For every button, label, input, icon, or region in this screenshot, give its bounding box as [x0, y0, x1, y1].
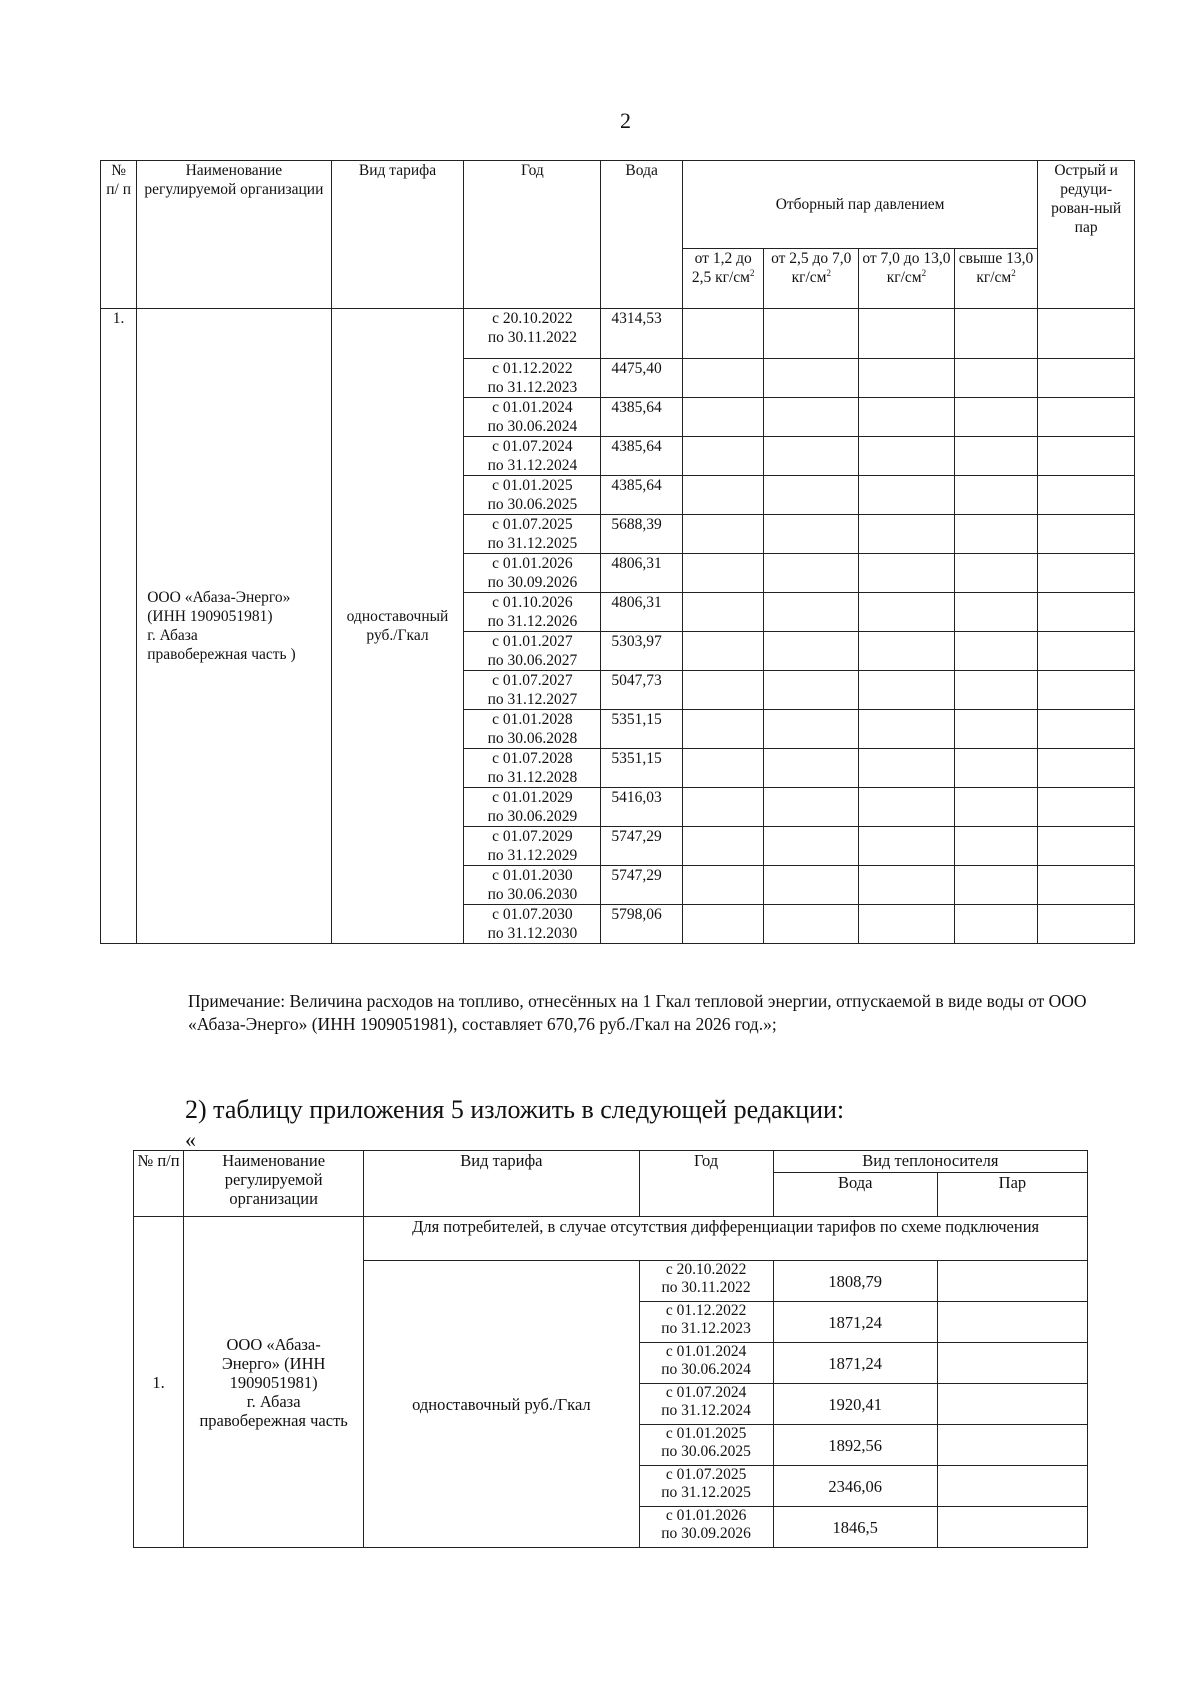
water-value: 5351,15 — [601, 710, 683, 749]
period-to: по 31.12.2026 — [487, 613, 578, 630]
header-pressure-3: от 7,0 до 13,0 $кг/см^2$ — [859, 249, 955, 309]
empty-cell — [859, 554, 955, 593]
empty-cell — [1038, 827, 1135, 866]
header-org: Наименование регулируемой организации — [184, 1151, 364, 1217]
empty-cell — [954, 905, 1038, 944]
period-to: по 30.06.2027 — [487, 652, 578, 669]
empty-cell — [764, 710, 859, 749]
empty-cell — [954, 593, 1038, 632]
empty-cell — [954, 749, 1038, 788]
steam-value — [937, 1384, 1087, 1425]
period-to: по 30.09.2026 — [487, 574, 578, 591]
group-row — [134, 1217, 1088, 1261]
period-from: с 01.07.2028 — [492, 750, 573, 767]
text-line: правобережная часть — [199, 1410, 348, 1430]
empty-cell — [859, 827, 955, 866]
empty-cell — [859, 476, 955, 515]
period-to: по 30.11.2022 — [487, 329, 577, 346]
empty-cell — [682, 710, 764, 749]
empty-cell — [1038, 554, 1135, 593]
period-to: по 30.06.2028 — [487, 730, 578, 747]
period-cell — [464, 905, 601, 944]
header-tariff: Вид тарифа — [364, 1151, 639, 1217]
period-cell — [464, 515, 601, 554]
water-value: 4475,40 — [601, 359, 683, 398]
period-to: по 30.06.2024 — [661, 1361, 751, 1378]
water-value: 4314,53 — [601, 309, 683, 359]
water-value: 1846,5 — [773, 1507, 937, 1548]
empty-cell — [764, 788, 859, 827]
steam-value — [937, 1466, 1087, 1507]
empty-cell — [859, 515, 955, 554]
empty-cell — [682, 788, 764, 827]
period-to: по 30.06.2029 — [487, 808, 578, 825]
period-cell — [464, 749, 601, 788]
period-from: с 01.01.2029 — [492, 789, 573, 806]
text-line: ООО «Абаза- — [226, 1334, 321, 1354]
header-pressure-2: от 2,5 до 7,0 $кг/см^2$ — [764, 249, 859, 309]
empty-cell — [859, 710, 955, 749]
empty-cell — [764, 593, 859, 632]
empty-cell — [1038, 515, 1135, 554]
empty-cell — [1038, 359, 1135, 398]
empty-cell — [954, 515, 1038, 554]
steam-value — [937, 1302, 1087, 1343]
period-from: с 01.01.2026 — [665, 1507, 747, 1524]
period-cell — [639, 1466, 773, 1507]
period-to: по 31.12.2029 — [487, 847, 578, 864]
period-to: по 31.12.2030 — [487, 925, 578, 942]
water-value: 5351,15 — [601, 749, 683, 788]
empty-cell — [764, 866, 859, 905]
period-cell — [464, 359, 601, 398]
header-water: Вода — [601, 161, 683, 309]
empty-cell — [1038, 710, 1135, 749]
period-to: по 30.09.2026 — [661, 1525, 751, 1542]
period-cell — [464, 437, 601, 476]
empty-cell — [1038, 905, 1135, 944]
empty-cell — [682, 827, 764, 866]
empty-cell — [682, 476, 764, 515]
period-cell — [464, 827, 601, 866]
period-to: по 30.06.2024 — [487, 418, 578, 435]
empty-cell — [859, 437, 955, 476]
water-value: 1871,24 — [773, 1302, 937, 1343]
period-cell — [464, 710, 601, 749]
empty-cell — [954, 671, 1038, 710]
period-cell — [464, 788, 601, 827]
water-value: 4385,64 — [601, 437, 683, 476]
empty-cell — [1038, 309, 1135, 359]
period-from: с 01.07.2029 — [492, 828, 573, 845]
water-value: 1808,79 — [773, 1261, 937, 1302]
empty-cell — [764, 905, 859, 944]
organization-name — [184, 1217, 364, 1548]
steam-value — [937, 1343, 1087, 1384]
tariff-table-2 — [133, 1150, 1088, 1548]
empty-cell — [954, 476, 1038, 515]
consumer-group-label: Для потребителей, в случае отсутствия дифференциации тарифов по схеме подключения — [364, 1217, 1088, 1261]
header-steam: Пар — [937, 1173, 1087, 1217]
period-from: с 01.07.2030 — [492, 906, 573, 923]
text-line: Энерго» (ИНН — [221, 1353, 326, 1373]
empty-cell — [764, 671, 859, 710]
water-value: 5416,03 — [601, 788, 683, 827]
period-cell — [639, 1343, 773, 1384]
text-line: 1909051981) — [229, 1372, 318, 1392]
empty-cell — [764, 554, 859, 593]
water-value: 1871,24 — [773, 1343, 937, 1384]
water-value: 5747,29 — [601, 827, 683, 866]
water-value: 4806,31 — [601, 554, 683, 593]
period-from: с 01.07.2024 — [665, 1384, 747, 1401]
empty-cell — [682, 632, 764, 671]
period-cell — [464, 309, 601, 359]
period-from: с 01.01.2026 — [492, 555, 573, 572]
open-quote: « — [185, 1127, 196, 1152]
period-from: с 01.12.2022 — [665, 1302, 747, 1319]
empty-cell — [859, 398, 955, 437]
empty-cell — [764, 437, 859, 476]
water-value: 2346,06 — [773, 1466, 937, 1507]
tariff-type — [331, 309, 464, 944]
period-from: с 20.10.2022 — [492, 310, 573, 327]
period-cell — [464, 866, 601, 905]
period-to: по 30.06.2025 — [487, 496, 578, 513]
period-to: по 31.12.2027 — [487, 691, 578, 708]
empty-cell — [859, 905, 955, 944]
empty-cell — [682, 437, 764, 476]
empty-cell — [859, 632, 955, 671]
header-pressure-1: от 1,2 до 2,5 $кг/см^2$ — [682, 249, 764, 309]
period-from: с 01.01.2025 — [665, 1425, 747, 1442]
water-value: 4806,31 — [601, 593, 683, 632]
empty-cell — [1038, 866, 1135, 905]
period-to: по 31.12.2025 — [661, 1484, 751, 1501]
period-cell — [639, 1302, 773, 1343]
empty-cell — [954, 359, 1038, 398]
empty-cell — [682, 309, 764, 359]
text-line: одноставочный — [346, 608, 449, 625]
period-cell — [464, 671, 601, 710]
text-line: ООО «Абаза-Энерго» — [147, 589, 291, 606]
period-cell — [464, 593, 601, 632]
period-to: по 30.06.2025 — [661, 1443, 751, 1460]
text-line: г. Абаза — [147, 627, 198, 644]
empty-cell — [1038, 788, 1135, 827]
header-pressure-4: свыше 13,0 $кг/см^2$ — [954, 249, 1038, 309]
empty-cell — [764, 749, 859, 788]
period-from: с 01.01.2027 — [492, 633, 573, 650]
water-value: 4385,64 — [601, 398, 683, 437]
empty-cell — [954, 827, 1038, 866]
empty-cell — [1038, 671, 1135, 710]
period-from: с 01.07.2027 — [492, 672, 573, 689]
empty-cell — [954, 398, 1038, 437]
header-year: Год — [639, 1151, 773, 1217]
empty-cell — [764, 476, 859, 515]
page-number: 2 — [620, 108, 631, 133]
header-num: № п/ п — [101, 161, 137, 309]
period-cell — [639, 1261, 773, 1302]
period-from: с 20.10.2022 — [665, 1261, 747, 1278]
empty-cell — [954, 632, 1038, 671]
steam-value — [937, 1425, 1087, 1466]
water-value: 5047,73 — [601, 671, 683, 710]
empty-cell — [1038, 593, 1135, 632]
period-to: по 31.12.2024 — [487, 457, 578, 474]
header-num: № п/п — [134, 1151, 184, 1217]
text-line: (ИНН 1909051981) — [147, 608, 273, 625]
period-to: по 31.12.2025 — [487, 535, 578, 552]
water-value: 5798,06 — [601, 905, 683, 944]
period-to: по 30.06.2030 — [487, 886, 578, 903]
table-note: Примечание: Величина расходов на топливо, отнесённых на 1 Гкал тепловой энергии, отпускаемой в виде воды от ООО «Абаза-Энерго» (ИНН 1909051981), составляет 670,76 руб./Гкал на 2026 год.»; — [188, 991, 1087, 1034]
empty-cell — [954, 866, 1038, 905]
period-cell — [464, 398, 601, 437]
period-from: с 01.10.2026 — [492, 594, 573, 611]
header-sharp-steam: Острый и редуци-рован-ный пар — [1038, 161, 1135, 309]
period-to: по 30.11.2022 — [661, 1279, 751, 1296]
empty-cell — [859, 866, 955, 905]
header-carrier: Вид теплоносителя — [773, 1151, 1087, 1173]
empty-cell — [764, 515, 859, 554]
row-number: 1. — [134, 1217, 184, 1548]
water-value: 5688,39 — [601, 515, 683, 554]
empty-cell — [764, 398, 859, 437]
period-from: с 01.01.2028 — [492, 711, 573, 728]
period-cell — [639, 1425, 773, 1466]
empty-cell — [764, 632, 859, 671]
period-to: по 31.12.2028 — [487, 769, 578, 786]
section-item-2: 2) таблицу приложения 5 изложить в следующей редакции: — [185, 1095, 845, 1124]
empty-cell — [682, 905, 764, 944]
empty-cell — [682, 749, 764, 788]
empty-cell — [1038, 437, 1135, 476]
empty-cell — [859, 593, 955, 632]
empty-cell — [859, 359, 955, 398]
header-steam: Отборный пар давлением — [682, 161, 1037, 249]
period-cell — [464, 476, 601, 515]
period-cell — [639, 1507, 773, 1548]
empty-cell — [1038, 632, 1135, 671]
row-number: 1. — [101, 309, 137, 944]
empty-cell — [954, 554, 1038, 593]
empty-cell — [682, 593, 764, 632]
table-row — [101, 309, 1135, 359]
period-from: с 01.07.2025 — [665, 1466, 747, 1483]
steam-value — [937, 1261, 1087, 1302]
empty-cell — [682, 398, 764, 437]
period-from: с 01.01.2024 — [492, 399, 573, 416]
period-from: с 01.07.2024 — [492, 438, 573, 455]
header-tariff: Вид тарифа — [331, 161, 464, 309]
water-value: 5747,29 — [601, 866, 683, 905]
water-value: 4385,64 — [601, 476, 683, 515]
tariff-type: одноставочный руб./Гкал — [364, 1261, 639, 1548]
empty-cell — [859, 749, 955, 788]
period-to: по 31.12.2023 — [661, 1320, 751, 1337]
empty-cell — [682, 671, 764, 710]
text-line: г. Абаза — [246, 1391, 301, 1411]
empty-cell — [859, 788, 955, 827]
empty-cell — [1038, 476, 1135, 515]
empty-cell — [954, 309, 1038, 359]
period-from: с 01.07.2025 — [492, 516, 573, 533]
tariff-table-1 — [100, 160, 1135, 944]
water-value: 1892,56 — [773, 1425, 937, 1466]
period-from: с 01.01.2030 — [492, 867, 573, 884]
water-value: 5303,97 — [601, 632, 683, 671]
header-org: Наименование регулируемой организации — [137, 161, 331, 309]
empty-cell — [1038, 398, 1135, 437]
empty-cell — [764, 827, 859, 866]
period-cell — [464, 632, 601, 671]
empty-cell — [954, 788, 1038, 827]
empty-cell — [1038, 749, 1135, 788]
period-from: с 01.01.2025 — [492, 477, 573, 494]
steam-value — [937, 1507, 1087, 1548]
empty-cell — [859, 309, 955, 359]
empty-cell — [764, 309, 859, 359]
header-water: Вода — [773, 1173, 937, 1217]
empty-cell — [954, 437, 1038, 476]
period-from: с 01.01.2024 — [665, 1343, 747, 1360]
empty-cell — [954, 710, 1038, 749]
empty-cell — [764, 359, 859, 398]
period-cell — [464, 554, 601, 593]
text-line: правобережная часть ) — [147, 646, 296, 663]
empty-cell — [682, 866, 764, 905]
empty-cell — [682, 515, 764, 554]
water-value: 1920,41 — [773, 1384, 937, 1425]
text-line: руб./Гкал — [366, 627, 429, 644]
empty-cell — [682, 554, 764, 593]
period-cell — [639, 1384, 773, 1425]
empty-cell — [859, 671, 955, 710]
period-from: с 01.12.2022 — [492, 360, 573, 377]
header-year: Год — [464, 161, 601, 309]
period-to: по 31.12.2023 — [487, 379, 578, 396]
organization-name — [137, 309, 331, 944]
period-to: по 31.12.2024 — [661, 1402, 751, 1419]
empty-cell — [682, 359, 764, 398]
